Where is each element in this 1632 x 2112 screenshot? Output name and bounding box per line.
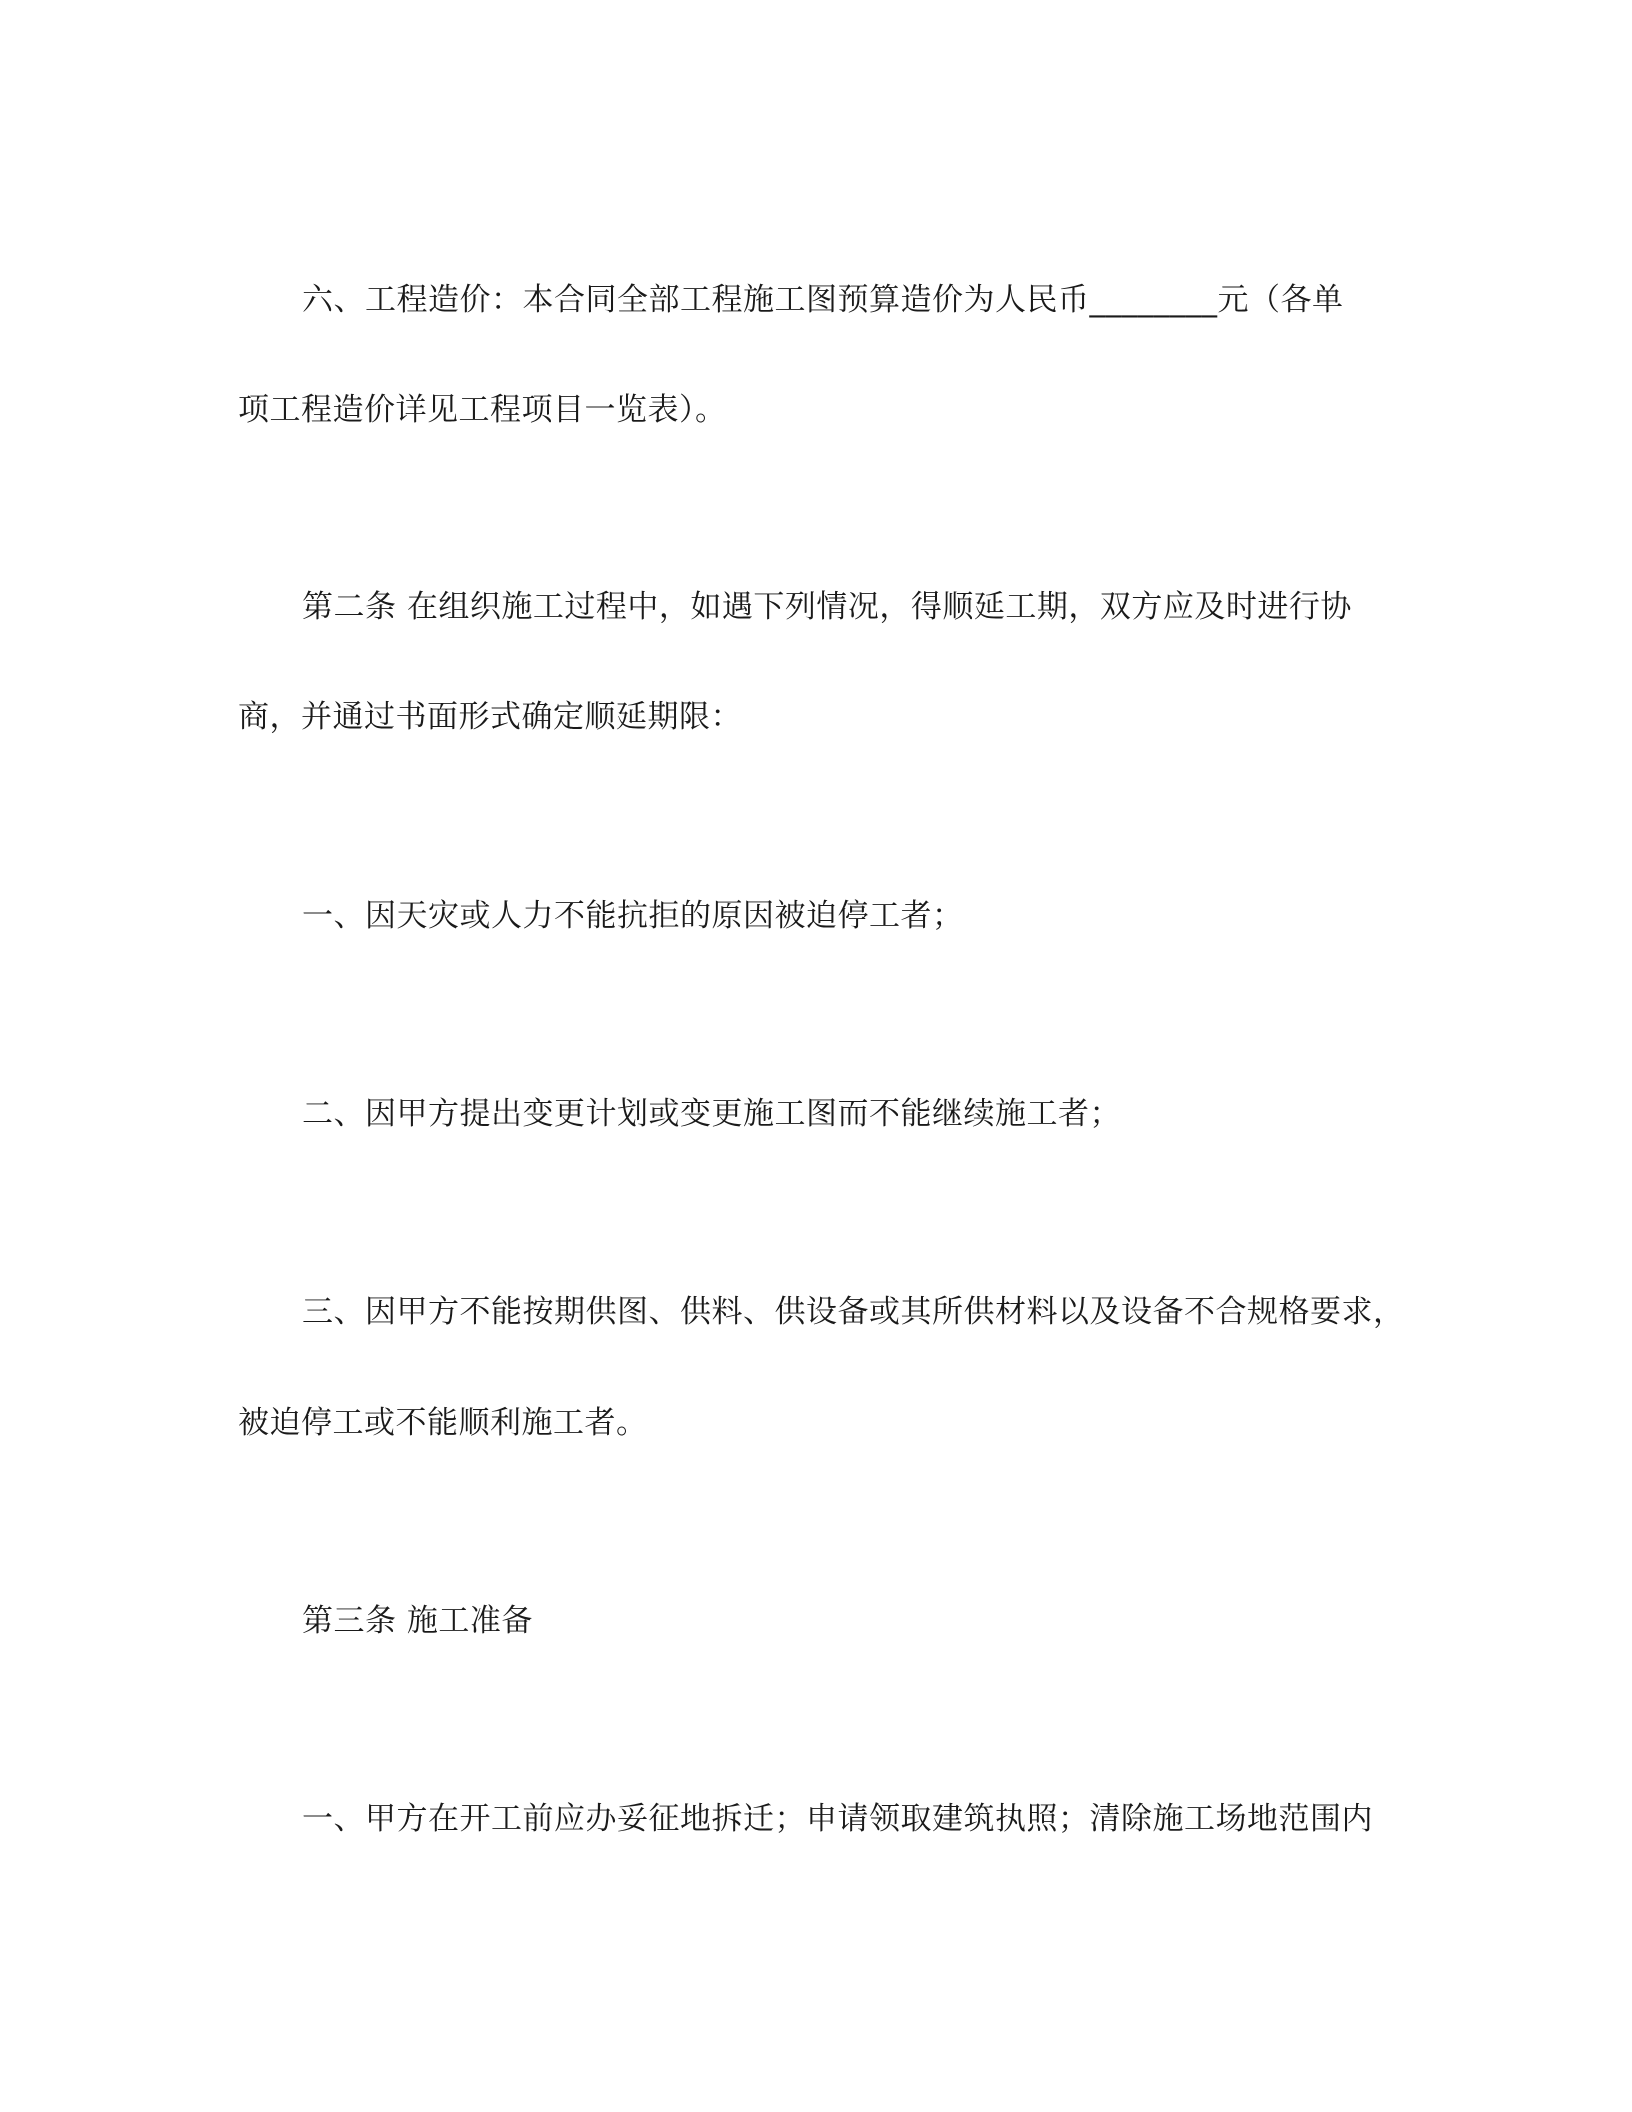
clause-6-line-2: 项工程造价详见工程项目一览表）。: [238, 392, 727, 428]
article-3-item-1-line-1: 一、甲方在开工前应办妥征地拆迁；申请领取建筑执照；清除施工场地范围内: [302, 1801, 1373, 1837]
article-2-line-1: 第二条 在组织施工过程中，如遇下列情况，得顺延工期，双方应及时进行协: [302, 589, 1352, 625]
article-2-item-3-line-1: 三、因甲方不能按期供图、供料、供设备或其所供材料以及设备不合规格要求，: [302, 1294, 1405, 1330]
article-2-item-2: 二、因甲方提出变更计划或变更施工图而不能继续施工者；: [302, 1096, 1121, 1132]
article-2-item-1: 一、因天灾或人力不能抗拒的原因被迫停工者；: [302, 898, 964, 934]
article-3-heading: 第三条 施工准备: [302, 1603, 533, 1639]
clause-6-line-1: 六、工程造价：本合同全部工程施工图预算造价为人民币________元（各单: [302, 282, 1344, 318]
article-2-line-2: 商，并通过书面形式确定顺延期限：: [238, 699, 742, 735]
article-2-item-3-line-2: 被迫停工或不能顺利施工者。: [238, 1405, 648, 1441]
